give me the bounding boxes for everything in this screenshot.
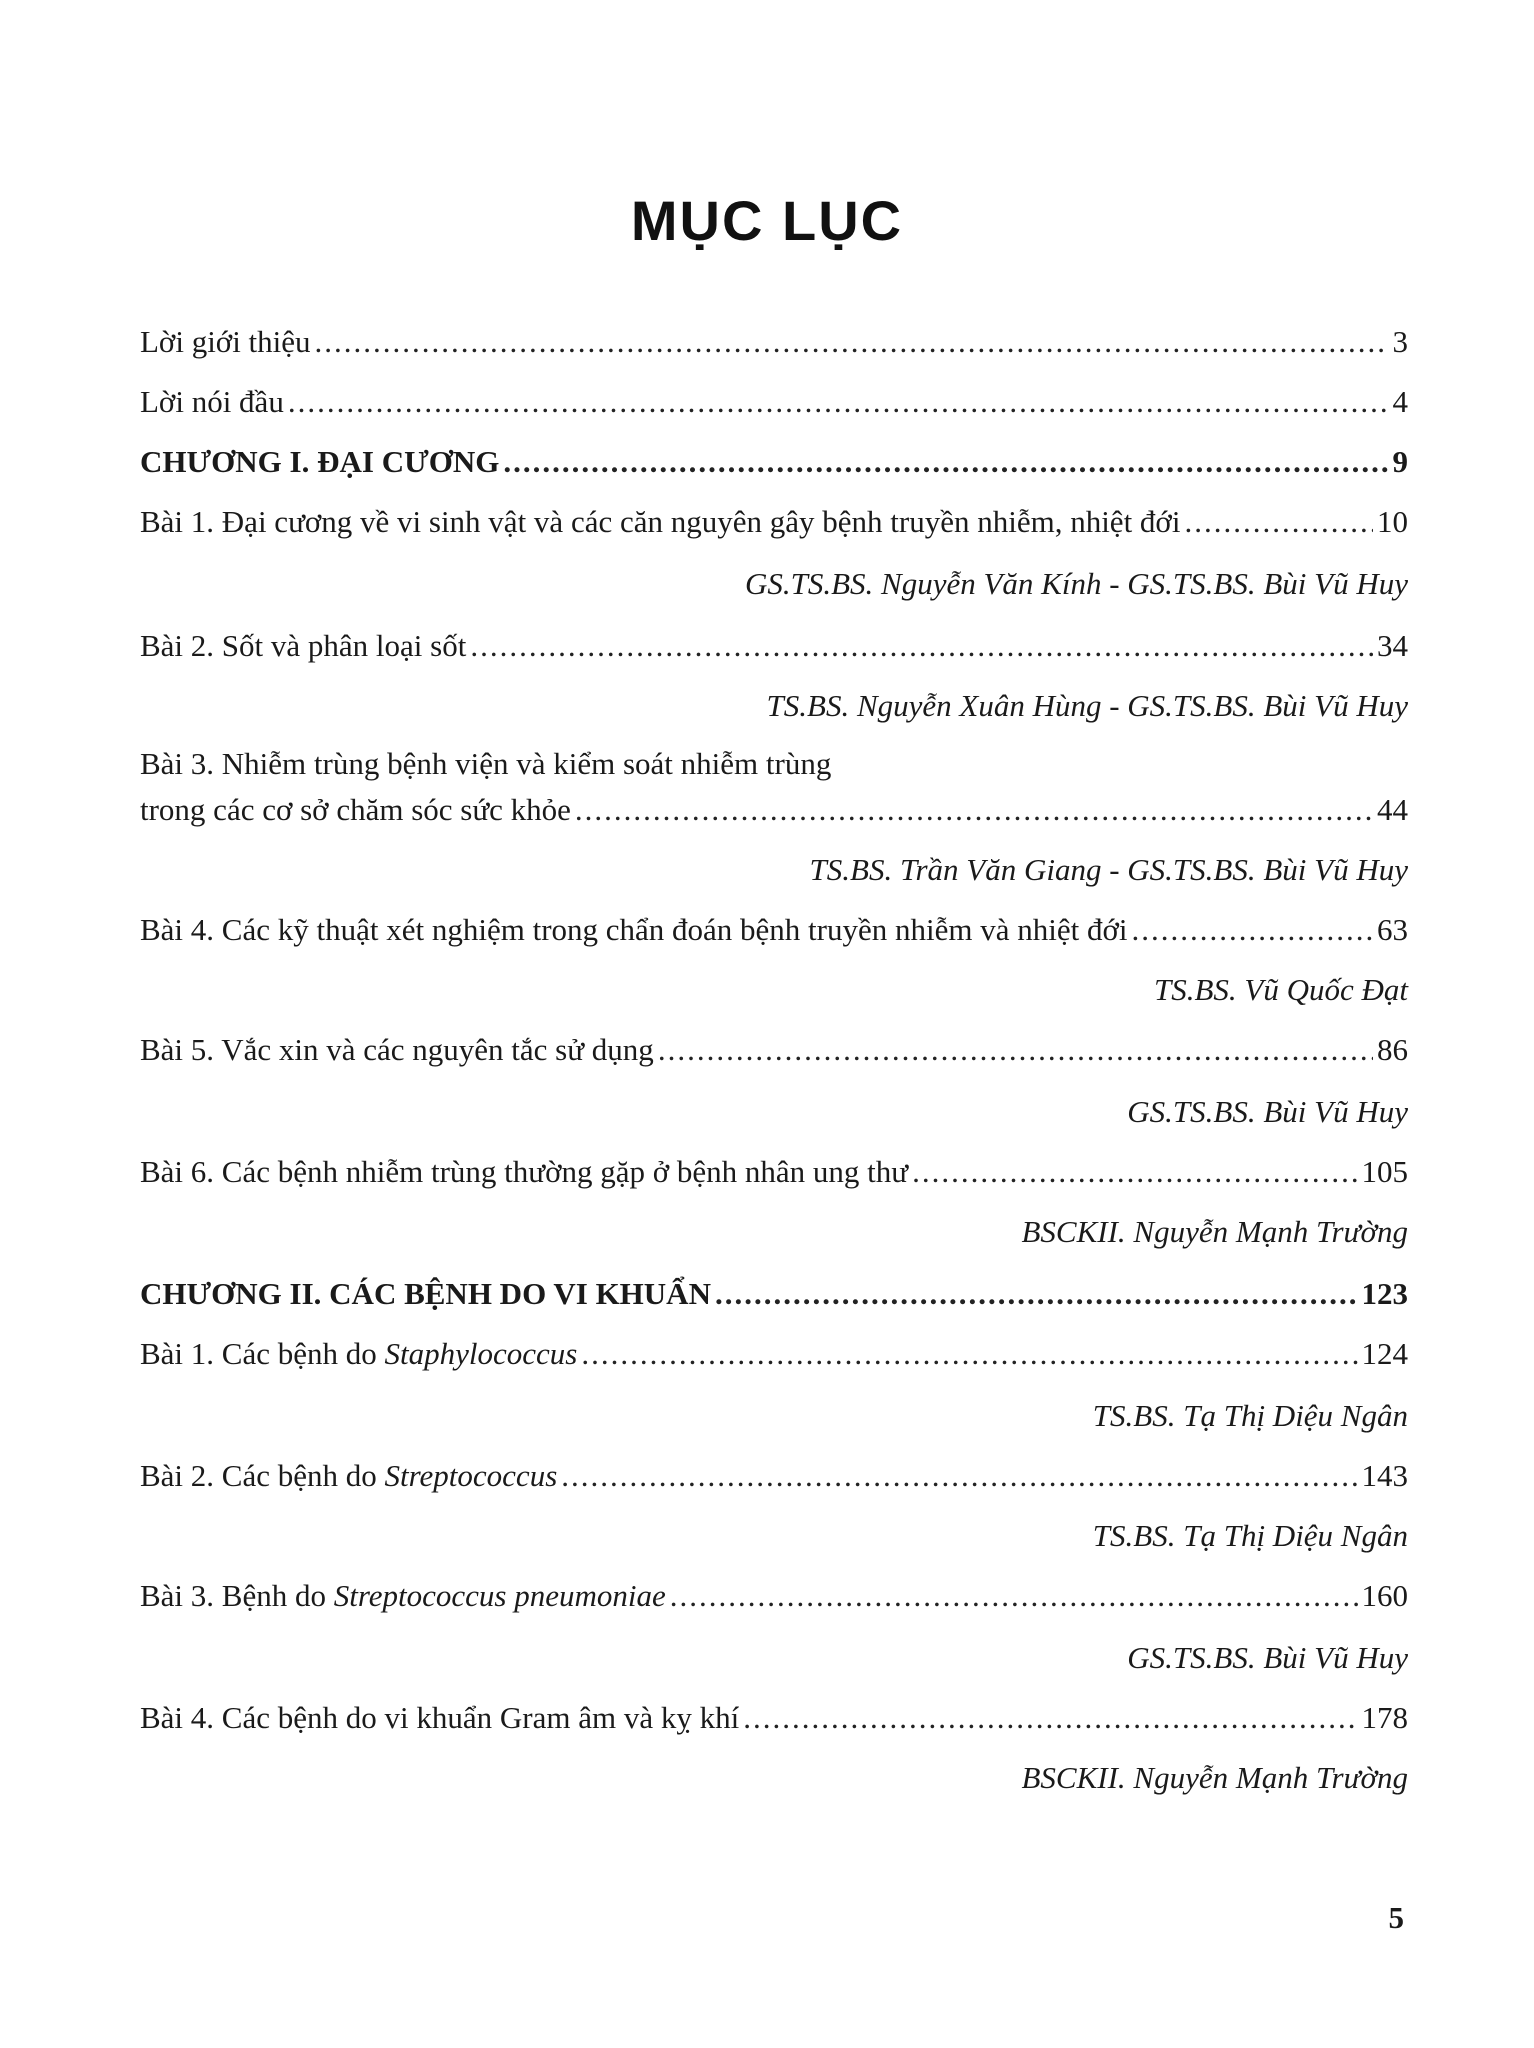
toc-entry-page: 34 [1377,628,1408,663]
toc-entry-author: BSCKII. Nguyễn Mạnh Trường [1021,1760,1408,1795]
toc-entry-label-species: Staphylococcus [384,1336,578,1371]
toc-entry-label: Bài 5. Vắc xin và các nguyên tắc sử dụng [140,1032,654,1067]
dot-leader [561,1456,1357,1496]
toc-entry-author: GS.TS.BS. Nguyễn Văn Kính - GS.TS.BS. Bùi Vũ Huy [744,566,1408,601]
toc-entry-label-prefix: Bài 1. Các bệnh do [140,1336,385,1371]
toc-entry-author: TS.BS. Tạ Thị Diệu Ngân [1092,1398,1408,1433]
toc-entry-c1-bai-4[interactable] [140,910,1408,950]
dot-leader [288,382,1389,422]
toc-entry-author: BSCKII. Nguyễn Mạnh Trường [1021,1214,1408,1249]
toc-entry-page: 178 [1361,1700,1408,1735]
toc-entry-c1-bai-1[interactable] [140,502,1408,542]
toc-entry-c1-bai-3[interactable] [140,790,1408,830]
dot-leader [503,442,1388,482]
dot-leader [912,1152,1357,1192]
toc-entry-c2-bai-2[interactable] [140,1456,1408,1496]
toc-entry-label: Bài 6. Các bệnh nhiễm trùng thường gặp ở bệnh nhân ung thư [140,1154,909,1189]
toc-entry-author: TS.BS. Nguyễn Xuân Hùng - GS.TS.BS. Bùi Vũ Huy [766,688,1408,723]
toc-entry-label: Bài 1. Đại cương về vi sinh vật và các căn nguyên gây bệnh truyền nhiễm, nhiệt đới [140,504,1181,539]
toc-entry-label: Lời nói đầu [140,384,284,419]
page-title: MỤC LỤC [630,189,904,252]
toc-entry-page: 3 [1392,324,1408,359]
dot-leader [575,790,1373,830]
dot-leader [470,626,1373,666]
toc-entry-author: TS.BS. Tạ Thị Diệu Ngân [1092,1518,1408,1553]
toc-entry-page: 124 [1361,1336,1408,1371]
toc-entry-label-species: Streptococcus pneumoniae [333,1578,666,1613]
toc-entry-author: TS.BS. Trần Văn Giang - GS.TS.BS. Bùi Vũ Huy [809,852,1408,887]
toc-entry-page: 63 [1377,912,1408,947]
dot-leader [1132,910,1374,950]
toc-entry-label: Bài 4. Các kỹ thuật xét nghiệm trong chẩn đoán bệnh truyền nhiễm và nhiệt đới [140,912,1128,947]
dot-leader [315,322,1389,362]
toc-entry-page: 86 [1377,1032,1408,1067]
toc-entry-page: 4 [1392,384,1408,419]
toc-entry-label: trong các cơ sở chăm sóc sức khỏe [140,792,571,827]
toc-entry-label [140,1334,577,1374]
dot-leader [1184,502,1373,542]
toc-entry-label-species: Streptococcus [384,1458,558,1493]
dot-leader [670,1576,1358,1616]
dot-leader [581,1334,1357,1374]
dot-leader [743,1698,1357,1738]
toc-entry-c2-bai-1[interactable] [140,1334,1408,1374]
toc-chapter-label: CHƯƠNG II. CÁC BỆNH DO VI KHUẨN [140,1276,711,1311]
toc-entry-page: 143 [1361,1458,1408,1493]
toc-chapter-page: 9 [1392,444,1408,479]
toc-entry-page: 10 [1377,504,1408,539]
dot-leader [715,1274,1358,1314]
toc-entry-label [140,1576,666,1616]
toc-entry-c1-bai-2[interactable] [140,626,1408,666]
toc-entry-c1-bai-5[interactable] [140,1030,1408,1070]
toc-entry-label: Bài 4. Các bệnh do vi khuẩn Gram âm và kỵ khí [140,1700,740,1735]
toc-entry-c2-bai-4[interactable] [140,1698,1408,1738]
dot-leader [658,1030,1373,1070]
page-number: 5 [1388,1900,1404,1935]
toc-entry-label: Bài 2. Sốt và phân loại sốt [140,628,467,663]
toc-entry-page: 44 [1377,792,1408,827]
toc-entry-page: 160 [1361,1578,1408,1613]
toc-entry-label-prefix: Bài 3. Bệnh do [140,1578,334,1613]
toc-chapter-label: CHƯƠNG I. ĐẠI CƯƠNG [140,444,500,479]
toc-entry-c2-bai-3[interactable] [140,1576,1408,1616]
toc-entry-author: GS.TS.BS. Bùi Vũ Huy [1127,1640,1408,1675]
toc-entry-label: Lời giới thiệu [140,324,311,359]
toc-entry-label-prefix: Bài 2. Các bệnh do [140,1458,385,1493]
toc-entry-loi-gioi-thieu[interactable] [140,322,1408,362]
toc-chapter-2[interactable] [140,1274,1408,1314]
toc-entry-page: 105 [1361,1154,1408,1189]
toc-entry-c1-bai-3-line1[interactable]: Bài 3. Nhiễm trùng bệnh viện và kiểm soát nhiễm trùng [140,746,832,781]
toc-entry-author: TS.BS. Vũ Quốc Đạt [1153,972,1408,1007]
toc-entry-label [140,1456,557,1496]
toc-entry-c1-bai-6[interactable] [140,1152,1408,1192]
toc-entry-loi-noi-dau[interactable] [140,382,1408,422]
toc-chapter-1[interactable] [140,442,1408,482]
toc-chapter-page: 123 [1361,1276,1408,1311]
toc-entry-author: GS.TS.BS. Bùi Vũ Huy [1127,1094,1408,1129]
